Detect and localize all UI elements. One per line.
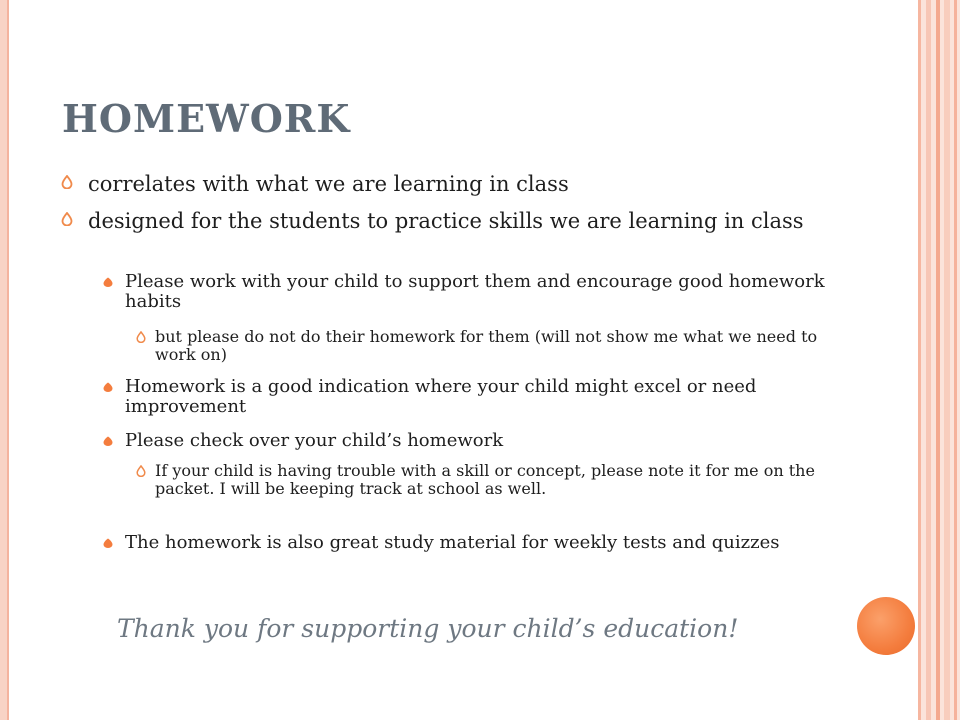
filled-drop-bullet-icon [103,277,113,287]
filled-drop-bullet-icon [103,436,113,446]
bullet-item [88,173,828,196]
bullet-text: designed for the students to practice skills we are learning in class [88,209,804,233]
sub-bullet-item [125,377,825,417]
sub-sub-bullet-item [155,462,825,497]
filled-drop-bullet-icon [103,538,113,548]
sub-bullet-item [125,533,825,553]
outline-drop-bullet-icon [136,331,146,343]
sub-bullet-text: Please check over your child’s homework [125,430,504,451]
slide-title: HOMEWORK [62,96,351,141]
closing-message: Thank you for supporting your child’s education! [117,614,739,643]
sub-bullet-text: The homework is also great study material for weekly tests and quizzes [125,532,780,553]
bullet-text: correlates with what we are learning in class [88,172,569,196]
bullet-item [88,210,828,233]
filled-drop-bullet-icon [103,382,113,392]
outline-drop-bullet-icon [136,465,146,477]
sub-bullet-item [125,431,825,451]
sub-sub-bullet-item [155,328,825,363]
outline-drop-bullet-icon [61,212,73,226]
outline-drop-bullet-icon [61,175,73,189]
sub-sub-bullet-text: but please do not do their homework for them (will not show me what we need to work on) [155,327,818,364]
sub-bullet-text: Please work with your child to support them and encourage good homework habits [125,271,825,312]
sub-sub-bullet-text: If your child is having trouble with a skill or concept, please note it for me on the packet. I will be keeping track at school as well. [155,461,815,498]
sub-bullet-text: Homework is a good indication where your child might excel or need improvement [125,376,757,417]
sub-bullet-item [125,272,825,312]
